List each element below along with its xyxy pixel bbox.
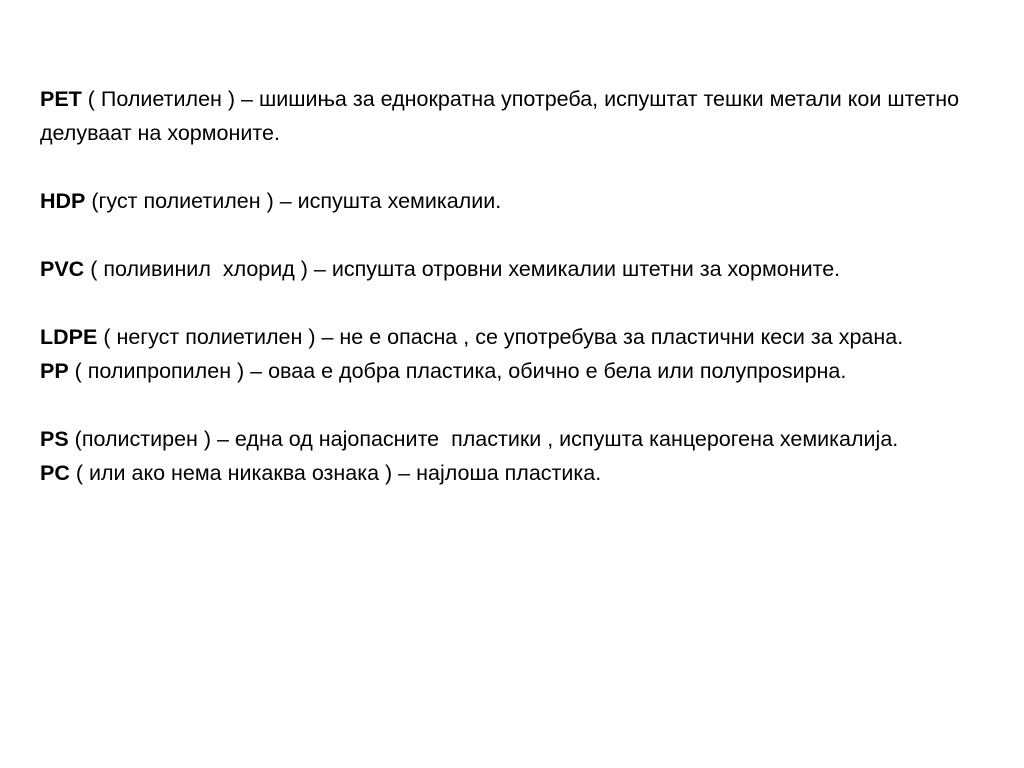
item-description: (полистирен ) – една од најопасните пластики , испушта канцерогена хемикалија. [68,427,899,451]
item-code: PC [40,461,70,485]
item-description: ( или ако нема никаква ознака ) – најлоша пластика. [69,461,602,485]
item-description: ( Полиетилен ) – шишиња за еднократна употреба, испуштат тешки метали кои штетно делуваат на хормоните. [40,87,966,145]
item-ldpe [40,320,1015,354]
item-pvc [40,252,1015,286]
plastic-types-text [40,82,1015,490]
item-code: PP [40,359,69,383]
item-code: PS [40,427,69,451]
item-description: ( полипропилен ) – оваа е добра пластика, обично е бела или полупроsирна. [68,359,847,383]
paragraph-gap [40,388,1015,422]
item-hdp [40,184,1015,218]
item-description: ( поливинил хлорид ) – испушта отровни хемикалии штетни за хормоните. [84,257,841,281]
item-code: PET [40,87,82,111]
item-pc [40,456,1015,490]
paragraph-gap [40,286,1015,320]
item-code: LDPE [40,325,98,349]
item-pp [40,354,1015,388]
item-code: PVC [40,257,85,281]
item-description: ( негуст полиетилен ) – не е опасна , се употребува за пластични кеси за храна. [97,325,904,349]
paragraph-gap [40,218,1015,252]
item-ps [40,422,1015,456]
item-description: (густ полиетилен ) – испушта хемикалии. [85,189,502,213]
item-pet [40,82,1015,150]
item-code: HDP [40,189,86,213]
paragraph-gap [40,150,1015,184]
